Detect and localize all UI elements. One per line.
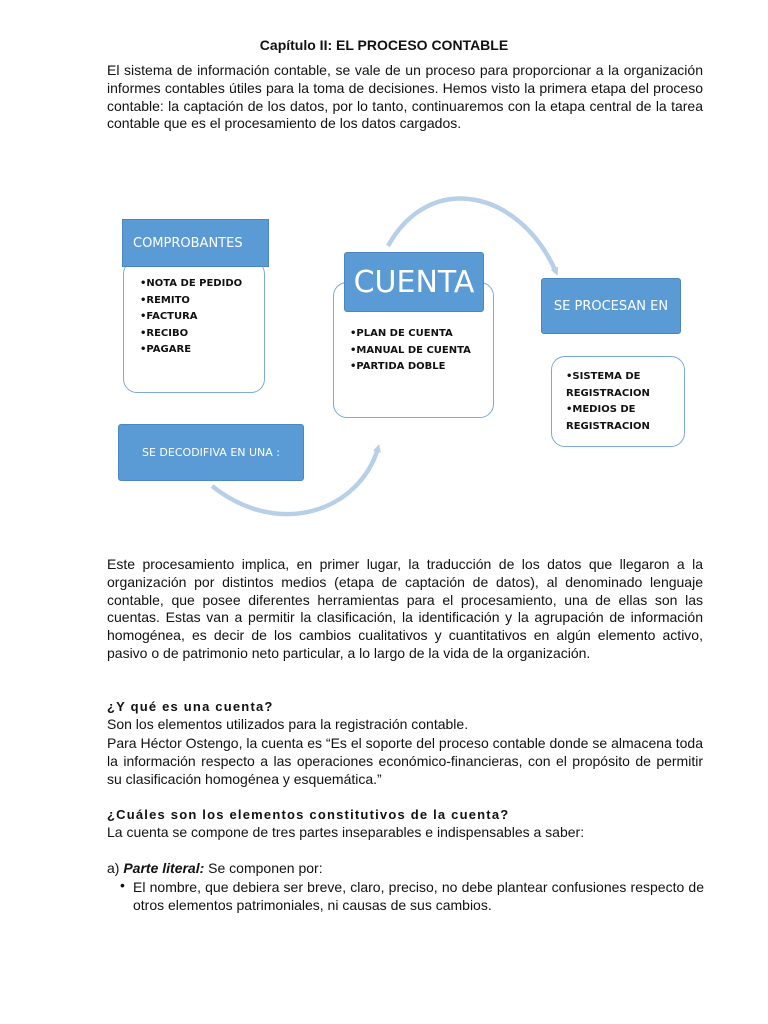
comprobantes-item: •NOTA DE PEDIDO xyxy=(140,278,243,289)
question-heading-2: ¿Cuáles son los elementos constitutivos de la cuenta? xyxy=(107,807,510,822)
procesan-item: •MEDIOS DE REGISTRACION xyxy=(566,404,650,432)
procesan-items-box xyxy=(551,356,685,447)
cuenta-item: •PLAN DE CUENTA xyxy=(350,328,453,339)
cuenta-label: CUENTA xyxy=(353,264,475,300)
page-title: Capítulo II: EL PROCESO CONTABLE xyxy=(259,37,509,53)
comprobantes-item: •RECIBO xyxy=(140,327,189,339)
comprobantes-label-box xyxy=(122,219,269,267)
decodifica-label: SE DECODIFIVA EN UNA : xyxy=(142,446,280,459)
comprobantes-items-box xyxy=(123,260,265,393)
procesan-label-box xyxy=(541,278,681,334)
part-a-line xyxy=(107,860,703,878)
q1-line-1: Son los elementos utilizados para la registración contable. xyxy=(107,716,469,732)
intro-paragraph: El sistema de información contable, se vale de un proceso para proporcionar a la organización informes contables útiles para la toma de decisiones. Hemos visto la primera etapa del proceso contable: la captación de los datos, por lo tanto, continuaremos con la etapa central de la tarea contable que es el procesamiento de los datos cargados. xyxy=(107,62,703,132)
comprobantes-item: •PAGARE xyxy=(140,344,192,355)
comprobantes-label: COMPROBANTES xyxy=(133,235,243,251)
cuenta-item: •PARTIDA DOBLE xyxy=(350,361,446,372)
question-heading-1: ¿Y qué es una cuenta? xyxy=(107,699,274,714)
q2-line-1: La cuenta se compone de tres partes inseparables e indispensables a saber: xyxy=(107,824,585,840)
comprobantes-item: •FACTURA xyxy=(140,311,198,322)
procesan-label: SE PROCESAN EN xyxy=(553,298,669,314)
procesan-item: •SISTEMA DE REGISTRACION xyxy=(566,371,650,399)
part-a-rest: Se componen por: xyxy=(204,860,323,876)
cuenta-label-box xyxy=(344,252,484,312)
body-paragraph: Este procesamiento implica, en primer lugar, la traducción de los datos que llegaron a la organización por distintos medios (etapa de captación de datos), al denominado lenguaje contable, que posee diferentes herramientas para el procesamiento, una de ellas son las cuentas. Estas van a permitir la clasificación, la identificación y la agrupación de información homogénea, es decir de los cambios cualitativos y cuantitativos en algún elemento activo, pasivo o de patrimonio neto particular, a lo largo de la vida de la organización. xyxy=(107,556,703,661)
comprobantes-item: •REMITO xyxy=(140,294,190,306)
bullet-symbol: • xyxy=(120,877,125,893)
part-a-bullet-text: El nombre, que debiera ser breve, claro, preciso, no debe plantear confusiones respecto de otros elementos patrimoniales, ni causas de sus cambios. xyxy=(133,879,704,913)
part-a-prefix: a) xyxy=(107,860,124,876)
part-a-bullet xyxy=(120,879,704,915)
cuenta-item: •MANUAL DE CUENTA xyxy=(350,344,471,356)
part-a-label: Parte literal: xyxy=(123,860,205,876)
q1-quote: Para Héctor Ostengo, la cuenta es “Es el soporte del proceso contable donde se almacena toda la información respecto a las operaciones económico-financieras, con el propósito de permitir su clasificación homogénea y esquemática.” xyxy=(107,735,703,787)
decodifica-label-box xyxy=(118,424,304,481)
